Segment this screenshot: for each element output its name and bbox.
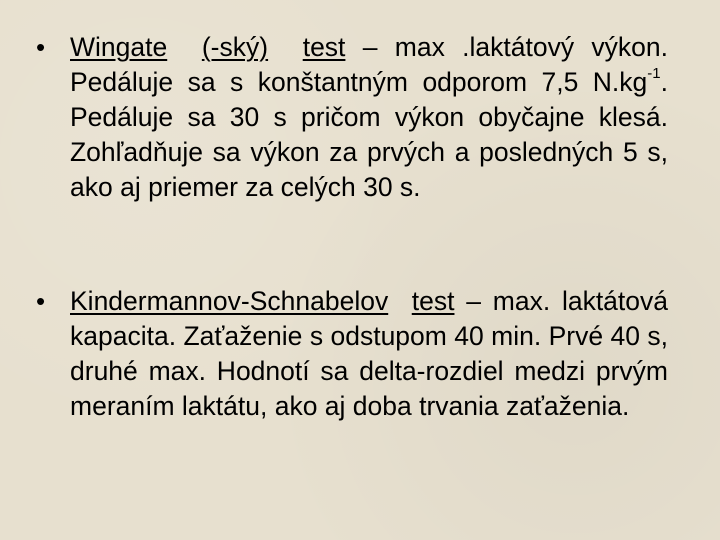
test-word: test: [302, 32, 346, 62]
bullet-marker: •: [36, 32, 46, 62]
bullet-text-wingate: [70, 30, 668, 205]
bullet-item-kindermann: [36, 284, 668, 424]
description-part2: . Pedáluje sa 30 s pričom výkon obyčajne klesá. Zohľadňuje sa výkon za prvých a posledných 5 s, ako aj priemer za celých 30 s.: [70, 67, 668, 202]
bullet-marker: •: [36, 286, 46, 316]
test-name-wingate: Wingate: [70, 32, 168, 62]
superscript-exponent: -1: [647, 65, 661, 83]
bullet-item-wingate: [36, 30, 668, 205]
test-name-suffix: (-ský): [201, 32, 269, 62]
test-word: test: [411, 286, 455, 316]
description: max. laktátová kapacita. Zaťaženie s odstupom 40 min. Prvé 40 s, druhé max. Hodnotí sa delta-rozdiel medzi prvým meraním laktátu, ako aj doba trvania zaťaženia.: [70, 286, 669, 421]
bullet-text-kindermann: [70, 284, 668, 424]
dash: –: [345, 32, 395, 62]
test-name-kindermann: Kindermannov-Schnabelov: [70, 286, 389, 316]
dash: –: [454, 286, 493, 316]
description-part1: max .laktátový výkon. Pedáluje sa s konštantným odporom 7,5 N.kg: [70, 32, 668, 97]
